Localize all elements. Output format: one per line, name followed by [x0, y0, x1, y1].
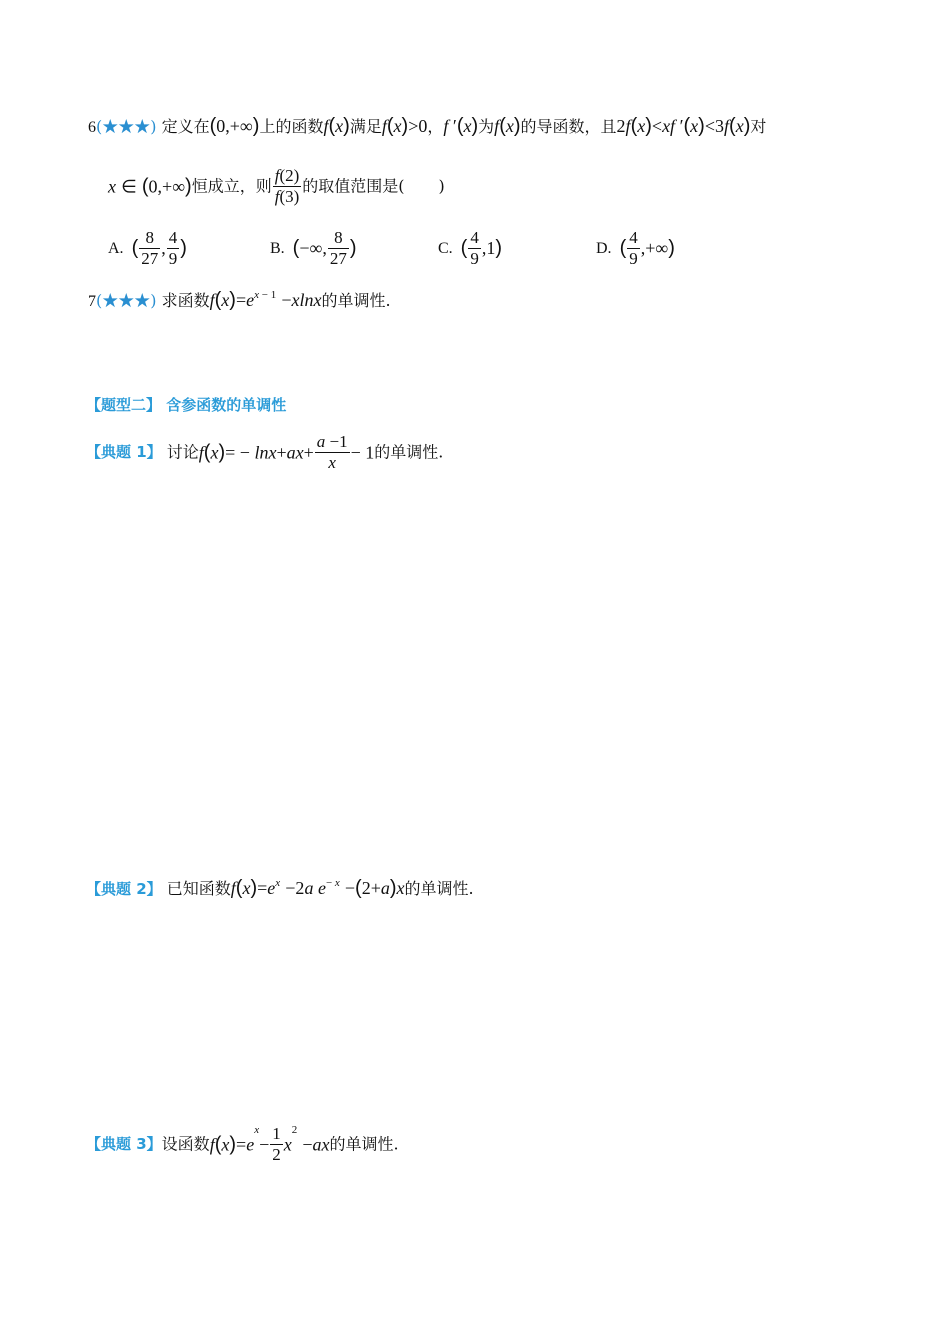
- example-3-label: 【典题 3】: [86, 1135, 162, 1153]
- option-d[interactable]: D. ( $\frac{4}{9}$ ,+∞): [596, 228, 675, 268]
- section-title: 【题型二】 含参函数的单调性: [86, 396, 287, 414]
- example-1: 【典题 1】 讨论f(x)= − lnx+ax+ $\frac{a -1}{x}$ − 1的单调性.: [86, 432, 444, 472]
- option-b[interactable]: B. (−∞, $\frac{8}{27}$ ): [270, 228, 357, 268]
- ratio-fraction: $\frac{f(2)}{f(3)}$: [274, 166, 300, 206]
- q6-line2: x ∈ (0,+∞)恒成立，则 $\frac{f(2)}{f(3)}$ 的取值范围是( ): [108, 166, 445, 206]
- example-2: 【典题 2】 已知函数$f(x)=e^x -2a$ $e^{- x} -(2+a)x$的单调性.: [86, 877, 474, 899]
- option-a[interactable]: A. ( $\frac{8}{27}$ , $\frac{4}{9}$ ): [108, 228, 187, 268]
- example-3: 【典题 3】设函数$f(x)=e^x-$ $\frac{1}{2}$ $x^2 -ax$的单调性.: [86, 1124, 399, 1164]
- option-c[interactable]: C. ( $\frac{4}{9}$ ,1): [438, 228, 503, 268]
- example-2-label: 【典题 2】: [86, 880, 162, 898]
- q6-stars: (★★★): [96, 117, 157, 136]
- q6-text: 定义在: [161, 117, 210, 136]
- example-1-label: 【典题 1】: [86, 443, 162, 461]
- q6-number: 6: [88, 119, 96, 136]
- q7-line: 7(★★★) 求函数$f(x)=e^{x - 1} -xlnx$的单调性.: [88, 289, 391, 311]
- q6-line1: 6(★★★) 定义在(0,+∞)上的函数f(x)满足f(x)>0，f ′(x)为f(x)的导函数，且2f(x)<xf ′(x)<3f(x)对: [88, 115, 767, 137]
